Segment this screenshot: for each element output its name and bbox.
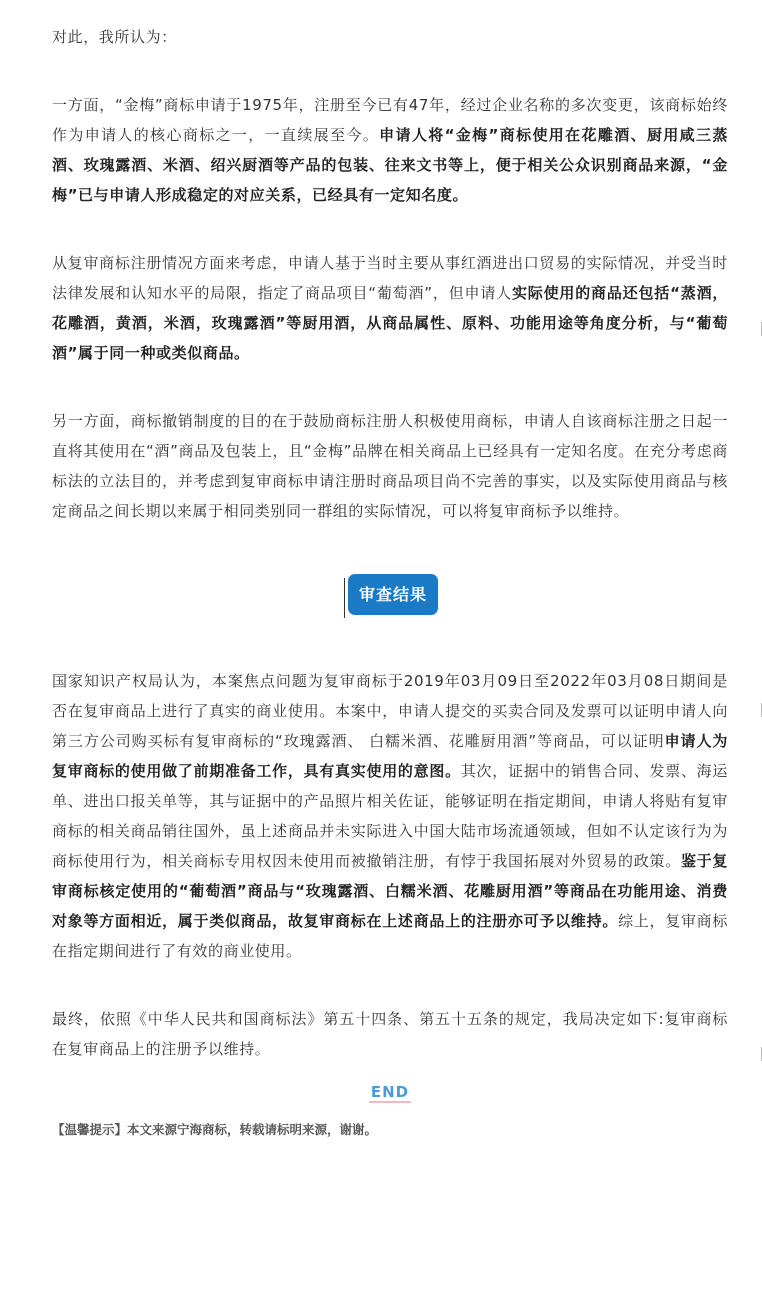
text-segment: 综上，复审商标在指定期间进行了有效的商业使用。 — [52, 912, 729, 960]
text-segment: 另一方面，商标撤销制度的目的在于鼓励商标注册人积极使用商标，申请人自该商标注册之日起一直将其使用在“酒”商品及包装上，且“金梅”品牌在相关商品上已经具有一定知名度。在充分考虑商标法的立法目的，并考虑到复审商标申请注册时商品项目尚不完善的事实，以及实际使用商品与核定商品之间长期以来属于相同类别同一群组的实际情况，可以将复审商标予以维持。 — [52, 412, 728, 520]
heading-divider — [344, 578, 345, 618]
text-segment: 国家知识产权局认为，本案焦点问题为复审商标于2019年03月09日至2022年03月08日期间是否在复审商品上进行了真实的商业使用。本案中，申请人提交的买卖合同及发票可以证明申请人向第三方公司购买标有复审商标的“玫瑰露酒、 白糯米酒、花雕厨用酒”等商品，可以证明 — [52, 672, 728, 750]
text-segment: 最终，依照《中华人民共和国商标法》第五十四条、第五十五条的规定，我局决定如下:复审商标在复审商品上的注册予以维持。 — [52, 1010, 728, 1058]
text-segment: 其次，证据中的销售合同、发票、海运单、进出口报关单等，其与证据中的产品照片相关佐证，能够证明在指定期间，申请人将贴有复审商标的相关商品销往国外，虽上述商品并未实际进入中国大陆市场流通领域，但如不认定该行为为商标使用行为，相关商标专用权因未使用而被撤销注册，有悖于我国拓展对外贸易的政策。 — [52, 762, 729, 870]
text-segment: 从复审商标注册情况方面来考虑，申请人基于当时主要从事红酒进出口贸易的实际情况，并受当时法律发展和认知水平的局限，指定了商品项目“葡萄酒”，但申请人 — [52, 254, 728, 302]
source-tip: 【温馨提示】本文来源宁海商标，转载请标明来源，谢谢。 — [52, 1122, 378, 1137]
bold-text-segment: 申请人将“金梅”商标使用在花雕酒、厨用咸三蒸酒、玫瑰露酒、米酒、绍兴厨酒等产品的包装、往来文书等上，便于相关公众识别商品来源，“金梅”已与申请人形成稳定的对应关系，已经具有一定知名度。 — [52, 126, 728, 204]
end-marker — [52, 1082, 728, 1108]
paragraph-4 — [52, 666, 728, 966]
section-heading: 审查结果 — [348, 574, 438, 615]
text-segment: 一方面，“金梅”商标申请于1975年，注册至今已有47年，经过企业名称的多次变更，该商标始终作为申请人的核心商标之一，一直续展至今。 — [52, 96, 728, 144]
paragraph-5 — [52, 1004, 728, 1064]
end-label: END — [370, 1083, 410, 1101]
intro-paragraph: 对此，我所认为： — [52, 28, 177, 46]
paragraph-3 — [52, 406, 728, 526]
bold-text-segment: 实际使用的商品还包括“蒸酒，花雕酒，黄酒，米酒，玫瑰露酒”等厨用酒，从商品属性、原料、功能用途等角度分析，与“葡萄酒”属于同一种或类似商品。 — [52, 284, 729, 362]
bold-text-segment: 鉴于复审商标核定使用的“葡萄酒”商品与“玫瑰露酒、白糯米酒、花雕厨用酒”等商品在功能用途、消费对象等方面相近，属于类似商品，故复审商标在上述商品上的注册亦可予以维持。 — [52, 852, 728, 930]
paragraph-1 — [52, 90, 728, 210]
paragraph-2 — [52, 248, 728, 368]
article-body — [52, 22, 728, 1140]
section-heading-block — [52, 526, 728, 666]
bold-text-segment: 申请人为复审商标的使用做了前期准备工作，具有真实使用的意图。 — [52, 732, 728, 780]
